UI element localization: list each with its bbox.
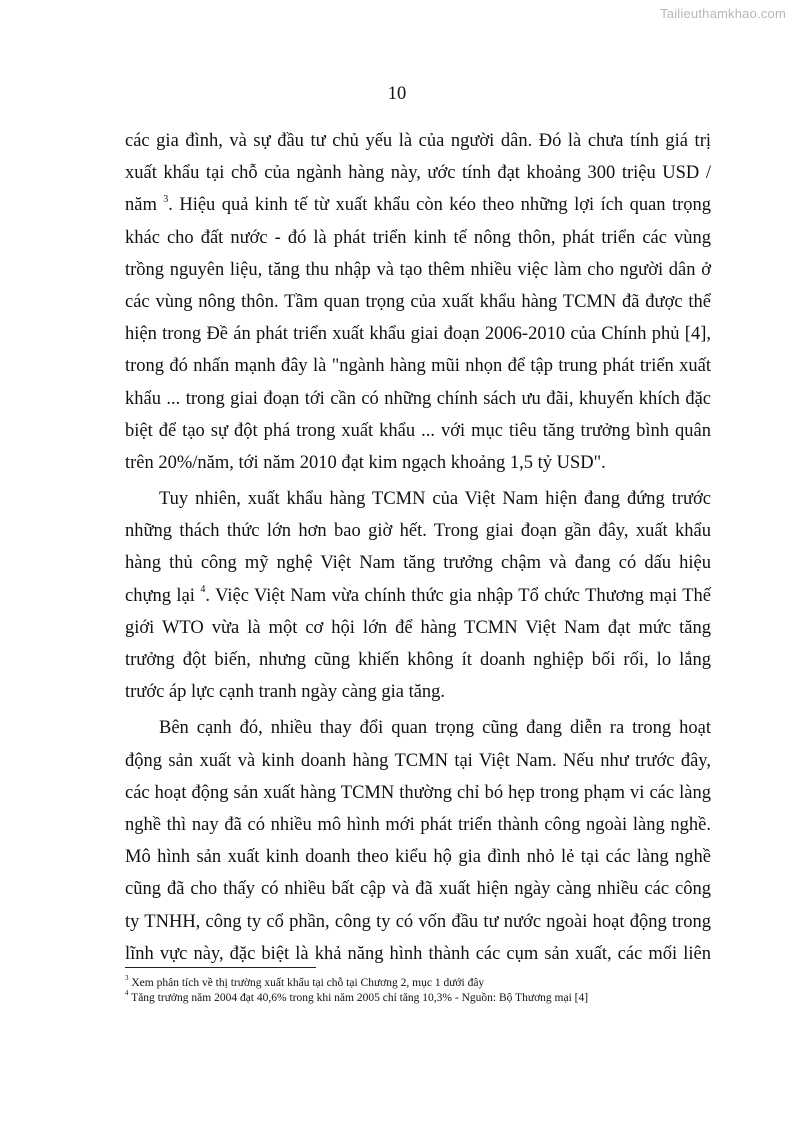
text-line: trước áp lực cạnh tranh ngày càng gia tăng.	[125, 682, 446, 703]
footnote-number: 3	[125, 974, 129, 983]
text-line: hàng thủ công mỹ nghệ Việt Nam tăng trưởng chậm và đang có dấu hiệu	[125, 553, 711, 574]
footnote-ref-3[interactable]: 3	[163, 194, 169, 206]
text-line: lĩnh vực này, đặc biệt là khả năng hình thành các cụm sản xuất, các mối liên	[125, 943, 711, 964]
text-line: Mô hình sản xuất kinh doanh theo kiểu hộ gia đình nhỏ lẻ tại các làng nghề	[125, 847, 711, 868]
text-line: trong đó nhấn mạnh đây là "ngành hàng mũi nhọn để tập trung phát triển xuất	[125, 356, 711, 377]
text-fragment: Hiệu quả kinh tế từ xuất khẩu còn kéo theo những lợi ích quan trọng	[179, 195, 712, 216]
text-line: Bên cạnh đó, nhiều thay đổi quan trọng cũng đang diễn ra trong hoạt	[159, 718, 711, 739]
text-line: các hoạt động sản xuất hàng TCMN thường chỉ bó hẹp trong phạm vi các làng	[125, 782, 711, 803]
text-line: trên 20%/năm, tới năm 2010 đạt kim ngạch khoảng 1,5 tỷ USD".	[125, 452, 606, 473]
text-line: chựng lại $^4$. Việc Việt Nam vừa chính thức gia nhập Tổ chức Thương mại Thế	[125, 584, 711, 606]
text-line: động sản xuất và kinh doanh hàng TCMN tại Việt Nam. Nếu như trước đây,	[125, 750, 711, 771]
text-line: các vùng nông thôn. Tầm quan trọng của xuất khẩu hàng TCMN đã được thể	[125, 291, 711, 312]
text-line: biệt để tạo sự đột phá trong xuất khẩu ... với mục tiêu tăng trưởng bình quân	[125, 420, 711, 441]
footnote-text: Tăng trưởng năm 2004 đạt 40,6% trong khi năm 2005 chỉ tăng 10,3% - Nguồn: Bộ Thương mại [4]	[131, 992, 589, 1004]
paragraph-1	[125, 125, 711, 479]
footnote-text: Xem phân tích về thị trường xuất khẩu tại chỗ tại Chương 2, mục 1 dưới đây	[131, 977, 485, 989]
text-line: cũng đã cho thấy có nhiều bất cập và đã xuất hiện ngày càng nhiều các công	[125, 879, 711, 900]
footnote-number: 4	[125, 989, 129, 998]
paragraph-2	[125, 483, 711, 708]
footnote-divider	[125, 967, 316, 968]
text-fragment: chựng lại	[125, 585, 195, 606]
text-fragment: năm	[125, 195, 157, 216]
footnote-3	[125, 976, 725, 991]
text-line: xuất khẩu tại chỗ của ngành hàng này, ước tính đạt khoảng 300 triệu USD /	[125, 163, 711, 184]
text-line: trồng nguyên liệu, tăng thu nhập và tạo thêm nhiều việc làm cho người dân ở	[125, 259, 711, 280]
text-line: khẩu ... trong giai đoạn tới cần có những chính sách ưu đãi, khuyến khích đặc	[125, 388, 711, 409]
footnotes	[125, 976, 725, 1006]
text-line: các gia đình, và sự đầu tư chủ yếu là của người dân. Đó là chưa tính giá trị	[125, 131, 711, 151]
watermark: Tailieuthamkhao.com	[660, 6, 786, 21]
text-line: khác cho đất nước - đó là phát triển kinh tế nông thôn, phát triển các vùng	[125, 227, 711, 248]
paragraph-3	[125, 712, 711, 970]
text-line: hiện trong Đề án phát triển xuất khẩu giai đoạn 2006-2010 của Chính phủ [4],	[125, 324, 711, 345]
text-fragment: Việc Việt Nam vừa chính thức gia nhập Tổ chức Thương mại Thế	[215, 585, 711, 606]
text-line: giới WTO vừa là một cơ hội lớn để hàng TCMN Việt Nam đạt mức tăng	[125, 617, 711, 638]
body-text	[125, 125, 711, 970]
footnote-ref-4[interactable]: 4	[200, 584, 206, 596]
text-line: ty TNHH, công ty cổ phần, công ty có vốn đầu tư nước ngoài hoạt động trong	[125, 911, 711, 932]
page-number: 10	[387, 84, 407, 104]
footnote-4	[125, 991, 725, 1006]
text-line: năm $^3$. Hiệu quả kinh tế từ xuất khẩu còn kéo theo những lợi ích quan trọng	[125, 194, 712, 216]
text-line: Tuy nhiên, xuất khẩu hàng TCMN của Việt Nam hiện đang đứng trước	[159, 489, 711, 510]
text-line: trưởng đột biến, nhưng cũng khiến không ít doanh nghiệp bối rối, lo lắng	[125, 650, 711, 670]
text-line: nghề thì nay đã có nhiều mô hình mới phát triển thành công ngoài làng nghề.	[125, 814, 711, 835]
text-line: những thách thức lớn hơn bao giờ hết. Trong giai đoạn gần đây, xuất khẩu	[125, 521, 711, 542]
